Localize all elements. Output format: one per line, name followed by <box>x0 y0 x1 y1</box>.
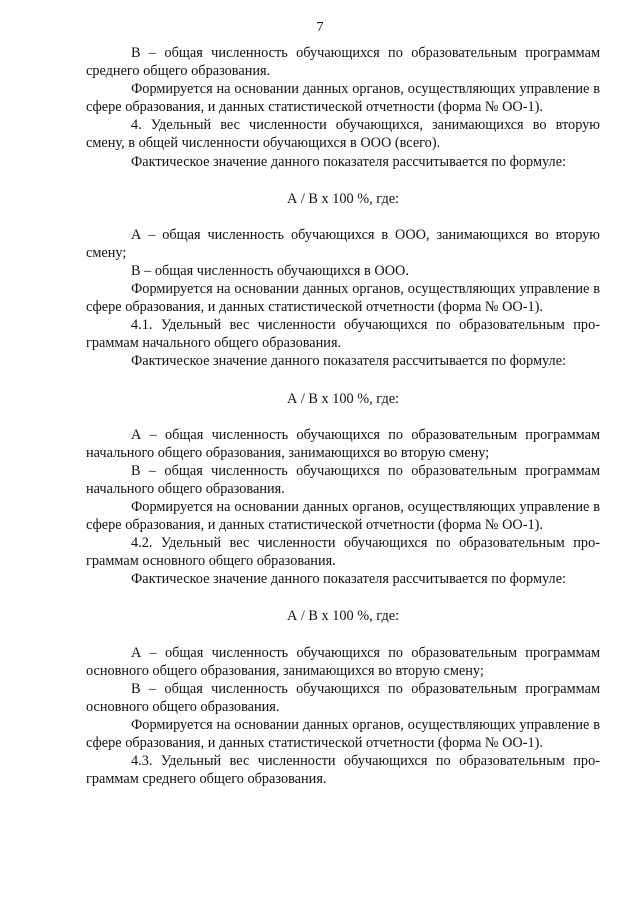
paragraph: 4.3. Удельный вес численности обучающихся по образовательным программам среднего общего образования. <box>86 753 600 788</box>
paragraph: В – общая численность обучающихся по образовательным программам среднего общего образования. <box>86 45 600 80</box>
formula: А / В х 100 %, где: <box>286 390 400 407</box>
page-number: 7 <box>316 20 324 35</box>
paragraph: Фактическое значение данного показателя рассчитывается по формуле: <box>131 571 567 588</box>
paragraph: Фактическое значение данного показателя рассчитывается по формуле: <box>131 353 567 370</box>
paragraph: В – общая численность обучающихся в ООО. <box>131 262 409 279</box>
paragraph: А – общая численность обучающихся по образовательным программам начального общего образования, занимающихся во вторую смену; <box>86 426 600 461</box>
paragraph: Формируется на основании данных органов, осуществляющих управление в сфере образования, и данных статистической отчетности (форма № ОО-1). <box>86 498 600 534</box>
document-body <box>86 44 600 788</box>
paragraph: 4.2. Удельный вес численности обучающихся по образовательным программам основного общего образования. <box>86 535 600 570</box>
paragraph: А – общая численность обучающихся по образовательным программам основного общего образования, занимающихся во вторую смену; <box>86 644 600 679</box>
paragraph: 4.1. Удельный вес численности обучающихся по образовательным программам начального общего образования. <box>86 317 600 352</box>
formula: А / В х 100 %, где: <box>286 608 400 625</box>
paragraph: Формируется на основании данных органов, осуществляющих управление в сфере образования, и данных статистической отчетности (форма № ОО-1). <box>86 81 600 116</box>
paragraph: А – общая численность обучающихся в ООО, занимающихся во вторую смену; <box>86 226 600 261</box>
paragraph: В – общая численность обучающихся по образовательным программам начального общего образования. <box>86 462 600 497</box>
paragraph: Формируется на основании данных органов, осуществляющих управление в сфере образования, и данных статистической отчетности (форма № ОО-1). <box>86 716 600 751</box>
paragraph: В – общая численность обучающихся по образовательным программам основного общего образования. <box>86 680 600 715</box>
paragraph: Фактическое значение данного показателя рассчитывается по формуле: <box>131 153 567 170</box>
paragraph: 4. Удельный вес численности обучающихся, занимающихся во вторую смену, в общей численности обучающихся в ООО (всего). <box>86 117 600 152</box>
paragraph: Формируется на основании данных органов, осуществляющих управление в сфере образования, и данных статистической отчетности (форма № ОО-1). <box>86 281 600 316</box>
formula: А / В х 100 %, где: <box>286 190 400 207</box>
